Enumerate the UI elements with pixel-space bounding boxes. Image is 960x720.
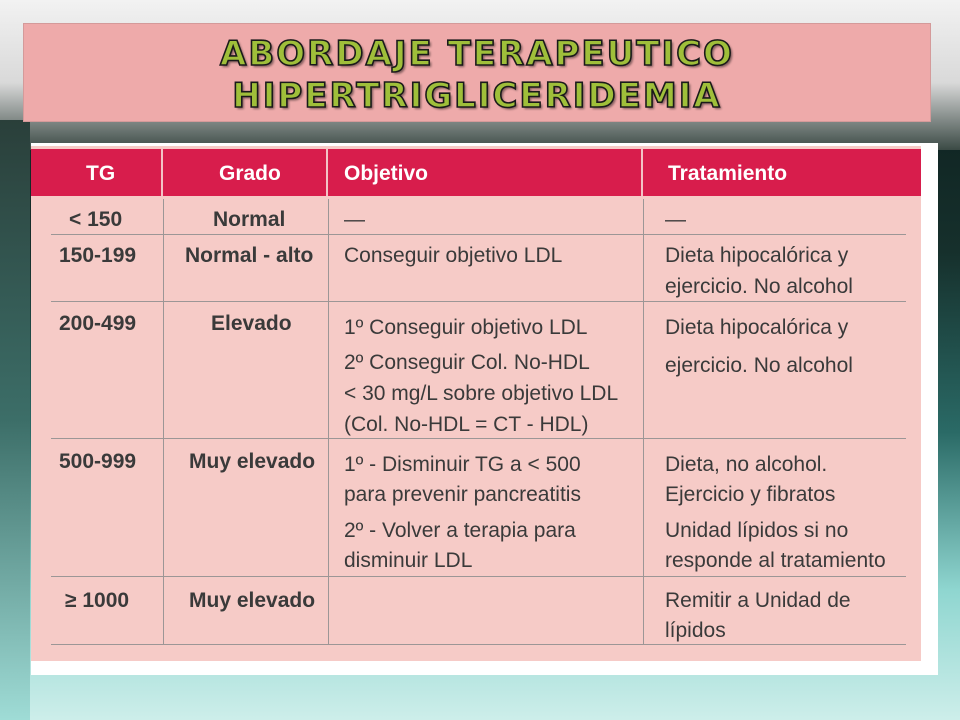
header-objetivo: Objetivo — [344, 162, 429, 185]
header-grado: Grado — [219, 162, 281, 185]
cell-tratamiento: lípidos — [665, 619, 726, 642]
cell-tratamiento: Remitir a Unidad de — [665, 589, 851, 612]
column-divider — [163, 199, 164, 644]
cell-grado: Elevado — [211, 312, 292, 335]
cell-grado: Normal - alto — [185, 244, 314, 267]
background-left — [0, 120, 30, 720]
cell-objetivo: para prevenir pancreatitis — [344, 483, 581, 506]
header-tg: TG — [86, 162, 116, 185]
row-divider — [51, 644, 906, 645]
header-tratamiento: Tratamiento — [668, 162, 788, 185]
cell-tratamiento: Ejercicio y fibratos — [665, 483, 836, 506]
table-header — [31, 149, 921, 196]
header-divider — [326, 149, 328, 196]
cell-objetivo: 1º Conseguir objetivo LDL — [344, 316, 588, 339]
cell-tg: 200-499 — [59, 312, 137, 335]
title-banner — [23, 23, 931, 122]
cell-tratamiento: Dieta, no alcohol. — [665, 453, 828, 476]
table-image — [31, 143, 938, 675]
cell-objetivo: (Col. No-HDL = CT - HDL) — [344, 413, 589, 436]
header-divider — [161, 149, 163, 196]
cell-tratamiento: responde al tratamiento — [665, 549, 886, 572]
column-divider — [643, 199, 644, 644]
cell-tg: ≥ 1000 — [65, 589, 130, 612]
cell-tg: 150-199 — [59, 244, 137, 267]
row-divider — [51, 576, 906, 577]
cell-tratamiento: ejercicio. No alcohol — [665, 354, 853, 377]
cell-objetivo: 1º - Disminuir TG a < 500 — [344, 453, 581, 476]
cell-grado: Muy elevado — [189, 589, 316, 612]
column-divider — [328, 199, 329, 644]
cell-objetivo: 2º - Volver a terapia para — [344, 519, 576, 542]
cell-grado: Muy elevado — [189, 450, 316, 473]
cell-tg: 500-999 — [59, 450, 137, 473]
cell-tg: < 150 — [69, 208, 123, 231]
cell-grado: Normal — [213, 208, 286, 231]
cell-tratamiento: — — [665, 208, 686, 231]
therapy-table — [31, 146, 921, 661]
cell-objetivo: disminuir LDL — [344, 549, 473, 572]
slide-title-line-2: HIPERTRIGLICERIDEMIA — [232, 76, 722, 116]
cell-tratamiento: ejercicio. No alcohol — [665, 275, 853, 298]
slide-title-line-1: ABORDAJE TERAPEUTICO — [220, 34, 734, 74]
cell-tratamiento: Dieta hipocalórica y — [665, 316, 849, 339]
row-divider — [51, 234, 906, 235]
cell-objetivo: Conseguir objetivo LDL — [344, 244, 563, 267]
cell-objetivo: — — [344, 208, 365, 231]
cell-objetivo: < 30 mg/L sobre objetivo LDL — [344, 382, 619, 405]
cell-tratamiento: Dieta hipocalórica y — [665, 244, 849, 267]
cell-objetivo: 2º Conseguir Col. No-HDL — [344, 351, 590, 374]
cell-tratamiento: Unidad lípidos si no — [665, 519, 849, 542]
header-divider — [641, 149, 643, 196]
